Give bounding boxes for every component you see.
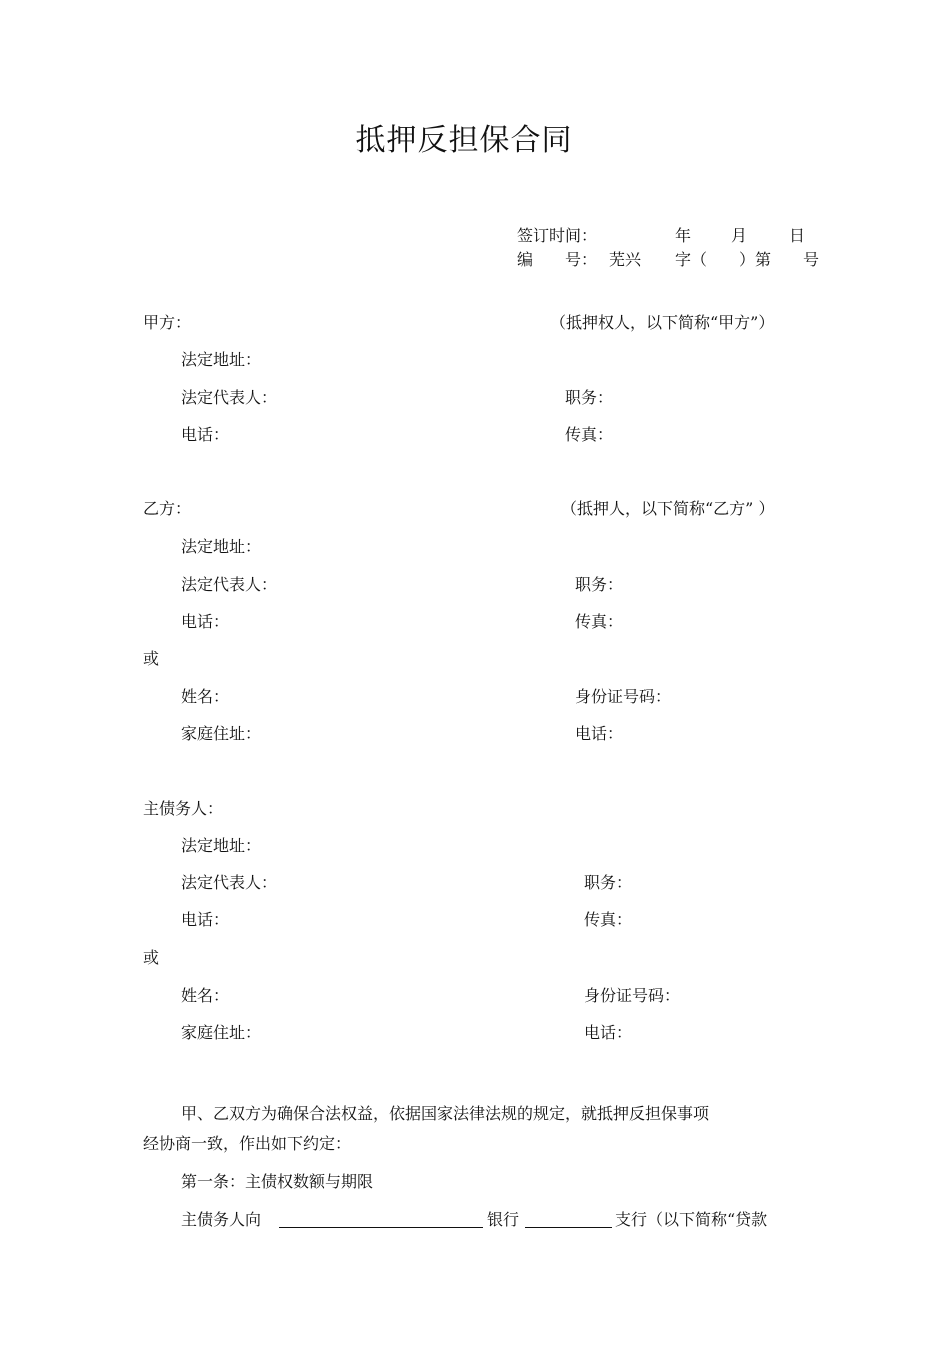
party-b-or: 或 (143, 649, 160, 668)
party-b-phone2: 电话： (575, 724, 624, 743)
number-label: 编 号： (517, 250, 598, 269)
loan-line-text-a: 主债务人向 (181, 1210, 262, 1229)
document-title: 抵押反担保合同 (355, 123, 573, 158)
debtor-position: 职务： (584, 873, 633, 892)
debtor-home-address: 家庭住址： (181, 1023, 262, 1042)
party-b-phone: 电话： (181, 612, 230, 631)
party-a-label: 甲方： (143, 313, 192, 332)
debtor-phone2: 电话： (584, 1023, 633, 1042)
debtor-address: 法定地址： (181, 836, 262, 855)
party-a-representative: 法定代表人： (181, 388, 278, 407)
article-1-heading: 第一条：主债权数额与期限 (181, 1172, 374, 1191)
branch-name-blank (525, 1227, 612, 1228)
debtor-label: 主债务人： (143, 799, 224, 818)
year-label: 年 (675, 226, 692, 245)
number-suffix: 字（ ）第 号 (675, 250, 820, 269)
bank-name-blank (279, 1227, 483, 1228)
party-b-home-address: 家庭住址： (181, 724, 262, 743)
sign-time-label: 签订时间： (517, 226, 598, 245)
number-prefix: 芜兴 (609, 250, 642, 269)
party-b-id-number: 身份证号码： (575, 687, 672, 706)
party-b-name: 姓名： (181, 687, 230, 706)
intro-paragraph-line1: 甲、乙双方为确保合法权益，依据国家法律法规的规定，就抵押反担保事项 (181, 1104, 710, 1123)
party-b-address: 法定地址： (181, 537, 262, 556)
party-a-phone: 电话： (181, 425, 230, 444)
loan-line-text-b: 银行 (487, 1210, 520, 1229)
party-a-fax: 传真： (565, 425, 614, 444)
party-a-position: 职务： (565, 388, 614, 407)
intro-paragraph-line2: 经协商一致，作出如下约定： (143, 1134, 352, 1153)
party-a-note: （抵押权人，以下简称“甲方”） (550, 313, 775, 332)
debtor-phone: 电话： (181, 910, 230, 929)
party-b-label: 乙方： (143, 499, 192, 518)
party-b-representative: 法定代表人： (181, 575, 278, 594)
debtor-id-number: 身份证号码： (584, 986, 681, 1005)
party-b-fax: 传真： (575, 612, 624, 631)
month-label: 月 (731, 226, 748, 245)
party-b-note: （抵押人，以下简称“乙方” ） (561, 499, 775, 518)
loan-line-text-c: 支行（以下简称“贷款 (615, 1210, 768, 1229)
day-label: 日 (789, 226, 806, 245)
debtor-representative: 法定代表人： (181, 873, 278, 892)
debtor-fax: 传真： (584, 910, 633, 929)
debtor-name: 姓名： (181, 986, 230, 1005)
debtor-or: 或 (143, 948, 160, 967)
party-a-address: 法定地址： (181, 350, 262, 369)
party-b-position: 职务： (575, 575, 624, 594)
